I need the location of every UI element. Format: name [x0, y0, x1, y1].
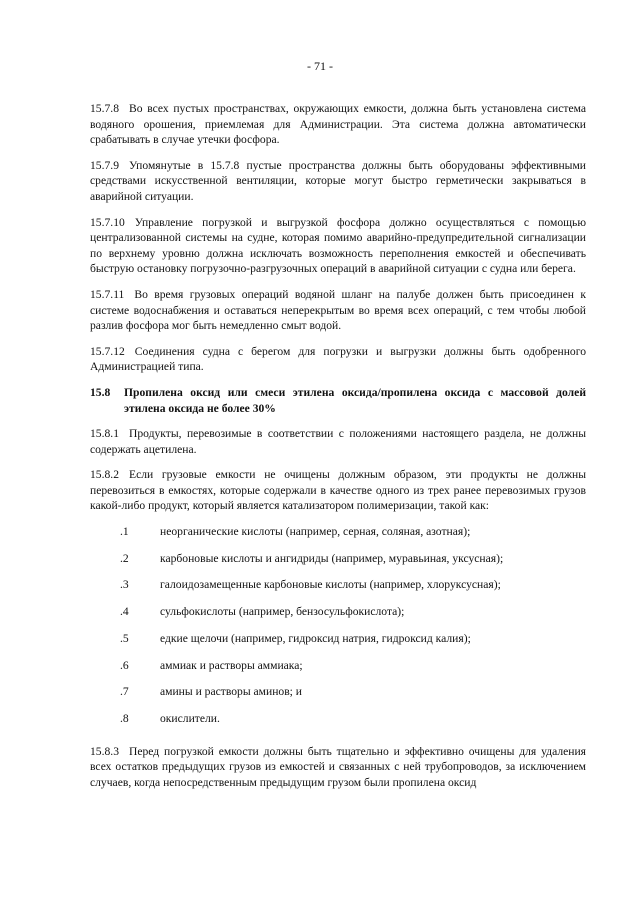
- paragraph-number: 15.8.2: [90, 468, 119, 482]
- paragraph-text: Соединения судна с берегом для погрузки и выгрузки должны быть одобренного Администрацией типа.: [90, 344, 586, 374]
- list-marker: .5: [120, 631, 129, 645]
- list-item: [90, 551, 586, 578]
- paragraph-number: 15.8.3: [90, 744, 119, 758]
- list-item-text: едкие щелочи (например, гидроксид натрия, гидроксид калия);: [160, 631, 471, 645]
- paragraph-text: Во всех пустых пространствах, окружающих емкости, должна быть установлена система водяного орошения, приемлемая для Администрации. Эта система должна автоматически срабатывать в случае утечки фосфора.: [90, 102, 586, 147]
- paragraph-number: 15.7.12: [90, 344, 125, 358]
- paragraph-15-7-12: [90, 344, 586, 375]
- paragraph-15-7-10: [90, 215, 586, 277]
- paragraph-number: 15.7.11: [90, 287, 125, 301]
- list-marker: .8: [120, 711, 129, 725]
- paragraph-number: 15.7.10: [90, 215, 125, 229]
- paragraph-15-7-11: [90, 287, 586, 334]
- paragraph-text: Если грузовые емкости не очищены должным образом, эти продукты не должны перевозиться в емкостях, которые содержали в качестве одного из трех ранее перевозимых грузов какой-либо продукт, который является катализатором полимеризации, такой как:: [90, 468, 586, 513]
- list-item-text: амины и растворы аминов; и: [160, 685, 303, 699]
- list-marker: .4: [120, 605, 129, 619]
- paragraph-15-8-1: [90, 426, 586, 457]
- paragraph-text: Управление погрузкой и выгрузкой фосфора должно осуществляться с помощью централизованной системы на судне, которая помимо аварийно-предупредительной сигнализации по верхнему уровню должна исключать возможность переполнения емкостей и обеспечивать быструю остановку погрузочно-разгрузочных операций в аварийной ситуации с судна или берега.: [90, 215, 586, 276]
- list-item-text: окислители.: [160, 711, 220, 725]
- list-item: [90, 631, 586, 658]
- list-marker: .1: [120, 525, 129, 539]
- page-number: - 71 -: [307, 59, 333, 73]
- section-title: Пропилена оксид или смеси этилена оксида/пропилена оксида с массовой долей этилена оксида не более 30%: [124, 385, 586, 415]
- section-heading: [90, 385, 586, 416]
- list-item: [90, 604, 586, 631]
- list-item-text: сульфокислоты (например, бензосульфокислота);: [160, 605, 405, 619]
- paragraph-15-8-3: [90, 744, 586, 791]
- list-item-text: карбоновые кислоты и ангидриды (например, муравьиная, уксусная);: [160, 551, 504, 565]
- paragraph-15-7-9: [90, 158, 586, 205]
- list-marker: .6: [120, 658, 129, 672]
- list-item-text: аммиак и растворы аммиака;: [160, 658, 303, 672]
- paragraph-15-8-2: [90, 467, 586, 514]
- list-item: [90, 711, 586, 738]
- paragraph-text: Перед погрузкой емкости должны быть тщательно и эффективно очищены для удаления всех остатков предыдущих грузов из емкостей и связанных с ней трубопроводов, за исключением случаев, когда непосредственным предыдущим грузом были пропилена оксид: [90, 744, 586, 789]
- list-marker: .2: [120, 551, 129, 565]
- paragraph-number: 15.7.8: [90, 102, 119, 115]
- list-item: [90, 577, 586, 604]
- list-item: [90, 684, 586, 711]
- list-item: [90, 524, 586, 551]
- paragraph-15-7-8: [90, 101, 586, 148]
- catalyst-list: [90, 524, 586, 738]
- list-item: [90, 658, 586, 685]
- paragraph-text: Упомянутые в 15.7.8 пустые пространства должны быть оборудованы эффективными средствами искусственной вентиляции, которые могут быстро герметически закрываться в аварийной ситуации.: [90, 158, 586, 203]
- paragraph-number: 15.8.1: [90, 427, 119, 441]
- list-marker: .7: [120, 685, 129, 699]
- document-body: [90, 101, 586, 800]
- paragraph-text: Во время грузовых операций водяной шланг на палубе должен быть присоединен к системе водоснабжения и оставаться неперекрытым во время всех операций, с тем чтобы любой разлив фосфора мог быть немедленно смыт водой.: [90, 287, 586, 333]
- list-item-text: галоидозамещенные карбоновые кислоты (например, хлоруксусная);: [160, 578, 501, 592]
- paragraph-number: 15.7.9: [90, 158, 119, 172]
- paragraph-text: Продукты, перевозимые в соответствии с положениями настоящего раздела, не должны содержать ацетилена.: [90, 427, 586, 456]
- list-item-text: неорганические кислоты (например, серная, соляная, азотная);: [160, 525, 471, 539]
- section-number: 15.8: [90, 385, 111, 399]
- list-marker: .3: [120, 578, 129, 592]
